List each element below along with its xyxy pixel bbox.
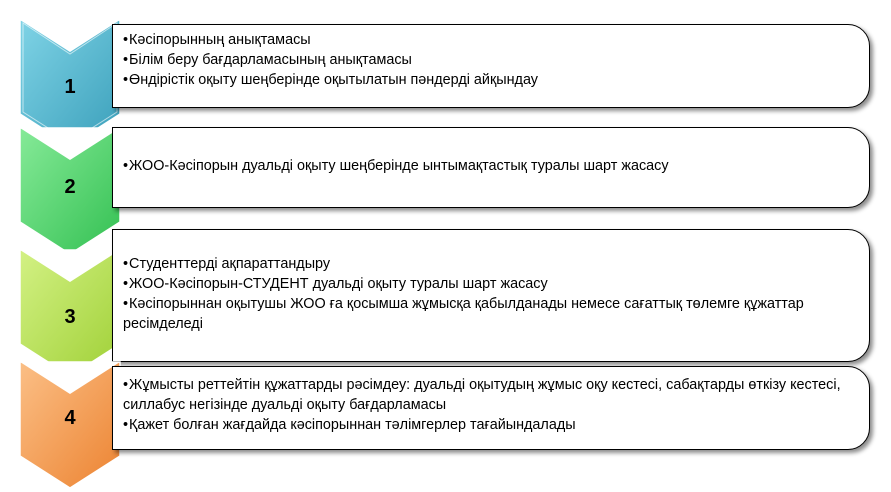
step-4-box (112, 366, 870, 450)
step-2-box (112, 127, 870, 208)
step-3-item-3: • Кәсіпорыннан оқытушы ЖОО ға қосымша жұмысқа қабылданады немесе сағаттық төлемге құжаттар ресімделеді (123, 294, 863, 334)
step-1-item-3: • Өндірістік оқыту шеңберінде оқытылатын пәндерді айқындау (123, 70, 863, 90)
step-3-item-1: • Студенттерді ақпараттандыру (123, 254, 863, 274)
step-4-item-1: • Жұмысты реттейтін құжаттарды рәсімдеу: дуальді оқытудың жұмыс оқу кестесі, сабақтарды өткізу кестесі, силлабус негізінде дуальді оқыту бағдарламасы (123, 375, 863, 415)
step-1-item-2: • Білім беру бағдарламасының анықтамасы (123, 50, 863, 70)
step-2-item-1: • ЖОО-Кәсіпорын дуальді оқыту шеңберінде ынтымақтастық туралы шарт жасасу (123, 156, 863, 176)
step-1-number: 1 (64, 76, 76, 98)
step-4-number: 4 (64, 407, 76, 429)
step-1-box (112, 24, 870, 108)
step-3-box (112, 229, 870, 362)
step-3-item-2: • ЖОО-Кәсіпорын-СТУДЕНТ дуальді оқыту туралы шарт жасасу (123, 274, 863, 294)
step-1-item-1: • Кәсіпорынның анықтамасы (123, 30, 863, 50)
step-2-number: 2 (64, 176, 76, 198)
step-3-number: 3 (64, 306, 76, 328)
step-4-item-2: • Қажет болған жағдайда кәсіпорыннан тәлімгерлер тағайындалады (123, 415, 863, 435)
